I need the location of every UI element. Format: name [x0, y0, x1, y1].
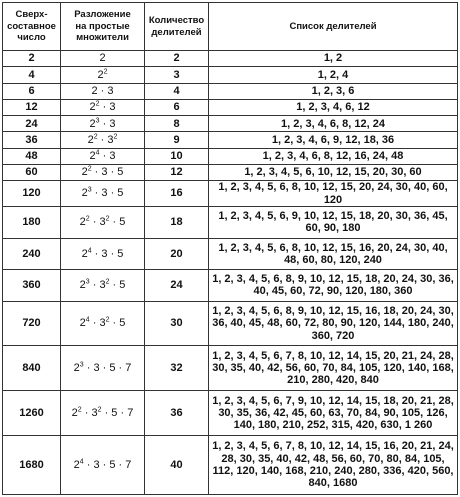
table-row — [3, 148, 458, 164]
factorization-cell: $2^4 \cdot 3 \cdot 5 \cdot 7$ — [61, 435, 145, 494]
header-divisor-list: Список делителей — [209, 3, 458, 51]
table-row — [3, 51, 458, 67]
exponent: 2 — [87, 165, 92, 173]
exponent: 2 — [93, 133, 98, 141]
divisor-count-cell: 12 — [145, 164, 209, 180]
header-number: Сверх- составное число — [3, 3, 61, 51]
number-cell: 1260 — [3, 391, 61, 436]
factorization-cell: $2^2 \cdot 3^2 \cdot 5$ — [61, 207, 145, 239]
divisor-count-cell: 8 — [145, 116, 209, 132]
header-divisor-count: Количество делителей — [145, 3, 209, 51]
number-cell: 840 — [3, 346, 61, 391]
number-cell: 48 — [3, 148, 61, 164]
divisor-list-cell: 1, 2, 3, 4, 5, 6, 9, 10, 12, 15, 18, 20, 30, 36, 45, 60, 90, 180 — [209, 207, 458, 239]
number-cell: 360 — [3, 270, 61, 302]
divisor-count-cell: 6 — [145, 99, 209, 115]
divisor-list-cell: 1, 2, 3, 4, 6, 9, 12, 18, 36 — [209, 132, 458, 148]
divisor-count-cell: 40 — [145, 435, 209, 494]
number-cell: 36 — [3, 132, 61, 148]
divisor-list-cell: 1, 2, 3, 4, 5, 6, 10, 12, 15, 20, 30, 60 — [209, 164, 458, 180]
factorization-cell: $2^3 \cdot 3 \cdot 5 \cdot 7$ — [61, 346, 145, 391]
table-row — [3, 99, 458, 115]
table-row — [3, 391, 458, 436]
divisor-list-cell: 1, 2, 3, 4, 5, 6, 8, 10, 12, 15, 20, 24, 30, 40, 60, 120 — [209, 181, 458, 207]
divisor-count-cell: 32 — [145, 346, 209, 391]
exponent: 3 — [95, 116, 100, 124]
number-cell: 720 — [3, 301, 61, 346]
exponent: 2 — [95, 100, 100, 108]
header-factorization: Разложение на простые множители — [61, 3, 145, 51]
divisor-list-cell: 1, 2, 3, 4, 5, 6, 8, 10, 12, 15, 16, 20, 24, 30, 40, 48, 60, 80, 120, 240 — [209, 238, 458, 270]
table-row — [3, 207, 458, 239]
factorization-cell: $2^2$ — [61, 67, 145, 83]
table-row — [3, 181, 458, 207]
table-row — [3, 270, 458, 302]
number-cell: 240 — [3, 238, 61, 270]
exponent: 3 — [85, 278, 90, 286]
factorization-cell: $2^4 \cdot 3$ — [61, 148, 145, 164]
divisor-list-cell: 1, 2, 3, 4, 5, 6, 8, 9, 10, 12, 15, 16, 18, 20, 24, 30, 36, 40, 45, 48, 60, 72, 80, 90, 120, 144, 180, 240, 360, 720 — [209, 301, 458, 346]
factorization-cell: $2^2 \cdot 3$ — [61, 99, 145, 115]
exponent: 2 — [77, 406, 82, 414]
exponent: 2 — [113, 133, 118, 141]
divisor-list-cell: 1, 2, 3, 4, 5, 6, 8, 9, 10, 12, 15, 18, 20, 24, 30, 36, 40, 45, 60, 72, 90, 120, 180, 360 — [209, 270, 458, 302]
divisor-count-cell: 2 — [145, 51, 209, 67]
factorization-cell: $2^2 \cdot 3^2$ — [61, 132, 145, 148]
number-cell: 2 — [3, 51, 61, 67]
exponent: 2 — [105, 215, 110, 223]
divisors-table — [2, 2, 458, 495]
number-cell: 12 — [3, 99, 61, 115]
divisor-list-cell: 1, 2, 3, 4, 5, 6, 7, 9, 10, 12, 14, 15, 18, 20, 21, 28, 30, 35, 36, 42, 45, 60, 63, 70, 84, 90, 105, 126, 140, 180, 210, 252, 315, 420, 630, 1 260 — [209, 391, 458, 436]
factorization-cell: $2^3 \cdot 3 \cdot 5$ — [61, 181, 145, 207]
number-cell: 6 — [3, 83, 61, 99]
factorization-cell: $2^3 \cdot 3^2 \cdot 5$ — [61, 270, 145, 302]
factorization-cell: 2 · 3 — [61, 83, 145, 99]
table-row — [3, 132, 458, 148]
number-cell: 180 — [3, 207, 61, 239]
table-row — [3, 435, 458, 494]
exponent: 4 — [87, 247, 92, 255]
divisor-list-cell: 1, 2, 3, 6 — [209, 83, 458, 99]
divisor-list-cell: 1, 2, 3, 4, 6, 12 — [209, 99, 458, 115]
divisor-list-cell: 1, 2, 3, 4, 5, 6, 7, 8, 10, 12, 14, 15, 16, 20, 21, 24, 28, 30, 35, 40, 42, 48, 56, 60, 70, 80, 84, 105, 112, 120, 140, 168, 210, 240, 280, 336, 420, 560, 840, 1680 — [209, 435, 458, 494]
divisor-list-cell: 1, 2, 3, 4, 6, 8, 12, 24 — [209, 116, 458, 132]
number-cell: 4 — [3, 67, 61, 83]
divisor-count-cell: 18 — [145, 207, 209, 239]
divisor-count-cell: 20 — [145, 238, 209, 270]
divisor-count-cell: 36 — [145, 391, 209, 436]
divisor-count-cell: 3 — [145, 67, 209, 83]
table-row — [3, 164, 458, 180]
exponent: 2 — [105, 278, 110, 286]
table-row — [3, 67, 458, 83]
factorization-cell: $2^4 \cdot 3 \cdot 5$ — [61, 238, 145, 270]
divisor-count-cell: 30 — [145, 301, 209, 346]
table-row — [3, 83, 458, 99]
factorization-cell: $2^2 \cdot 3^2 \cdot 5 \cdot 7$ — [61, 391, 145, 436]
table-row — [3, 238, 458, 270]
factorization-cell: 2 — [61, 51, 145, 67]
number-cell: 24 — [3, 116, 61, 132]
factorization-cell: $2^3 \cdot 3$ — [61, 116, 145, 132]
divisor-count-cell: 9 — [145, 132, 209, 148]
factorization-cell: $2^4 \cdot 3^2 \cdot 5$ — [61, 301, 145, 346]
exponent: 3 — [79, 361, 84, 369]
exponent: 4 — [95, 149, 100, 157]
exponent: 2 — [105, 316, 110, 324]
divisor-list-cell: 1, 2, 3, 4, 5, 6, 7, 8, 10, 12, 14, 15, 20, 21, 24, 28, 30, 35, 40, 42, 56, 60, 70, 84, 105, 120, 140, 168, 210, 280, 420, 840 — [209, 346, 458, 391]
divisor-count-cell: 10 — [145, 148, 209, 164]
table-row — [3, 116, 458, 132]
exponent: 2 — [103, 68, 108, 76]
number-cell: 60 — [3, 164, 61, 180]
header-row — [3, 3, 458, 51]
exponent: 4 — [79, 458, 84, 466]
table-row — [3, 346, 458, 391]
factorization-cell: $2^2 \cdot 3 \cdot 5$ — [61, 164, 145, 180]
divisor-count-cell: 4 — [145, 83, 209, 99]
divisor-count-cell: 16 — [145, 181, 209, 207]
exponent: 4 — [85, 316, 90, 324]
divisor-list-cell: 1, 2, 4 — [209, 67, 458, 83]
divisor-count-cell: 24 — [145, 270, 209, 302]
number-cell: 120 — [3, 181, 61, 207]
exponent: 2 — [85, 215, 90, 223]
divisor-list-cell: 1, 2, 3, 4, 6, 8, 12, 16, 24, 48 — [209, 148, 458, 164]
divisor-list-cell: 1, 2 — [209, 51, 458, 67]
table-body — [3, 51, 458, 495]
exponent: 2 — [97, 406, 102, 414]
number-cell: 1680 — [3, 435, 61, 494]
table-row — [3, 301, 458, 346]
exponent: 3 — [87, 186, 92, 194]
